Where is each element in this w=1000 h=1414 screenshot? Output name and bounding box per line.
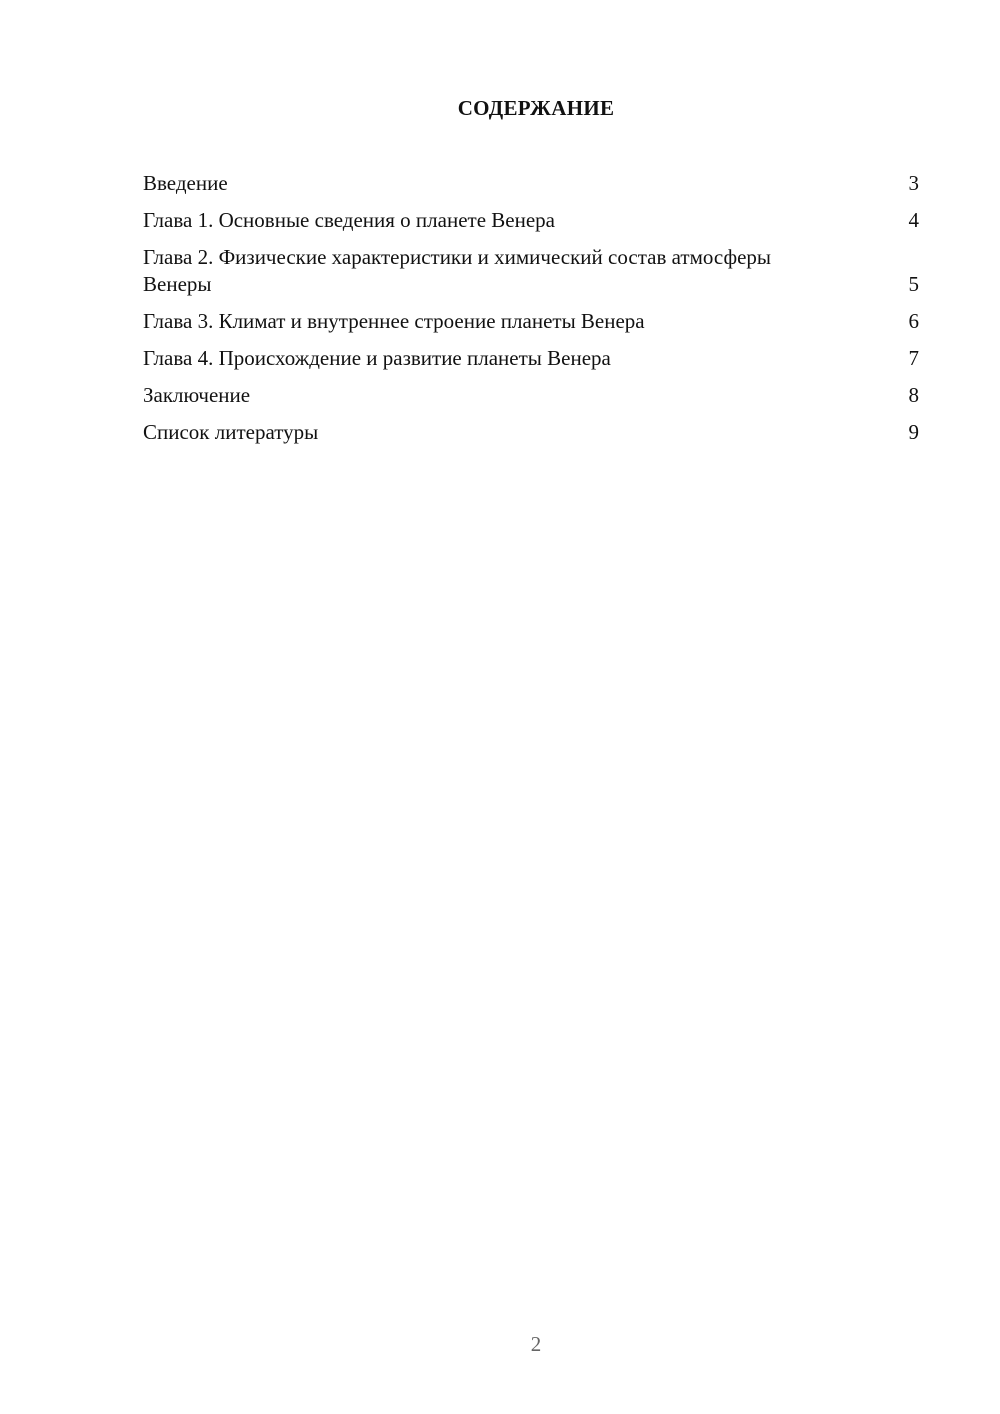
toc-item-label: Глава 1. Основные сведения о планете Венера (143, 208, 555, 232)
toc-item-label: Список литературы (143, 420, 319, 444)
toc-item-label: Глава 2. Физические характеристики и химический состав атмосферы Венеры (143, 245, 772, 296)
toc-item-chapter-4[interactable] (143, 345, 919, 372)
toc-item-chapter-2[interactable] (143, 244, 919, 298)
toc-item-label: Заключение (143, 383, 251, 407)
toc-item-conclusion[interactable] (143, 382, 919, 409)
toc-item-page: 4 (908, 208, 919, 232)
toc-item-page: 5 (908, 272, 919, 296)
toc-item-page: 9 (908, 420, 919, 444)
toc-item-references[interactable] (143, 419, 919, 446)
table-of-contents (143, 170, 919, 456)
page-number: 2 (530, 1332, 542, 1356)
toc-item-label: Глава 4. Происхождение и развитие планеты Венера (143, 346, 611, 370)
toc-item-page: 8 (908, 383, 919, 407)
toc-item-page: 7 (908, 346, 919, 370)
toc-item-page: 3 (908, 171, 919, 195)
toc-item-chapter-3[interactable] (143, 308, 919, 335)
toc-item-page: 6 (908, 309, 919, 333)
toc-item-label: Введение (143, 171, 228, 195)
page-title: СОДЕРЖАНИЕ (457, 96, 615, 120)
toc-item-chapter-1[interactable] (143, 207, 919, 234)
toc-item-introduction[interactable] (143, 170, 919, 197)
toc-item-label: Глава 3. Климат и внутреннее строение планеты Венера (143, 309, 645, 333)
